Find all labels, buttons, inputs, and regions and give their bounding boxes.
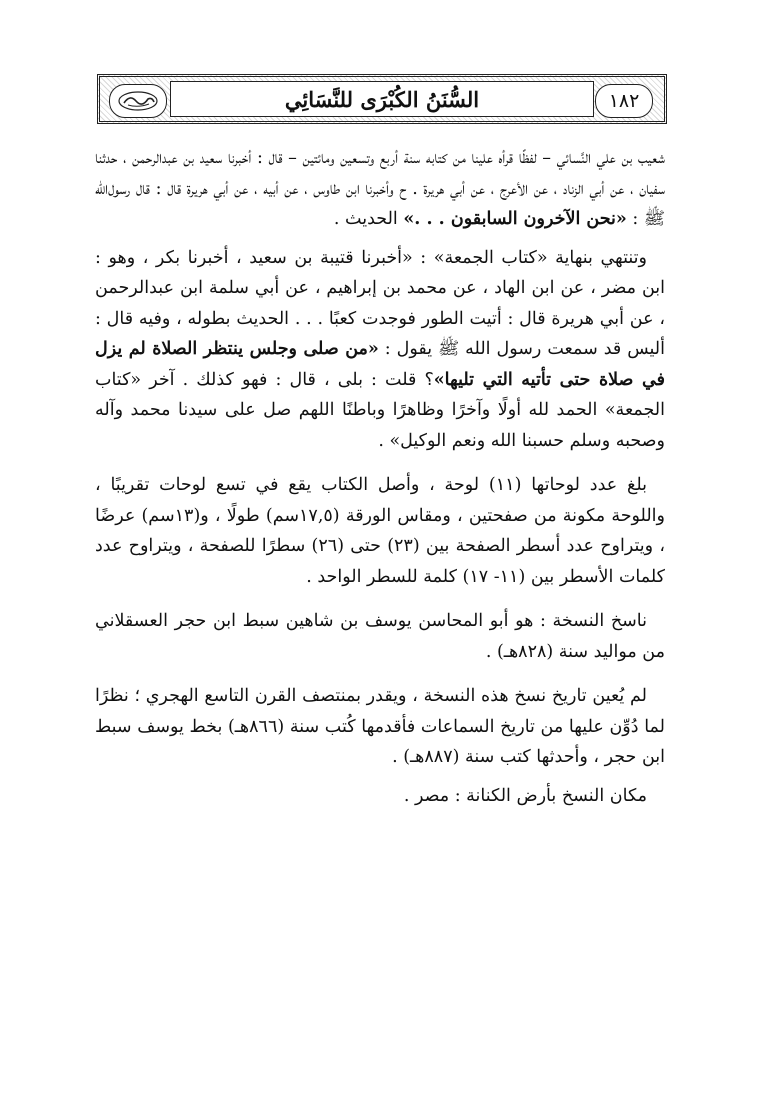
- paragraph-copy-place: مكان النسخ بأرض الكنانة : مصر .: [403, 785, 647, 806]
- page-number: ١٨٢: [595, 84, 653, 118]
- paragraph-ending-text: وتنتهي بنهاية «كتاب الجمعة» : «أخبرنا قتيبة بن سعيد ، أخبرنا بكر ، وهو : ابن مضر ، عن ابن الهاد ، عن محمد بن إبراهيم ، عن أبي سلمة ابن عبدالرحمن ، عن أبي هريرة قال : أتيت الطور فوجدت كعبًا . . . الحديث بطوله ، وفيه قال : أليس قد سمعت رسول الله ﷺ يقول :: [95, 247, 665, 359]
- header-title-frame: [170, 81, 640, 117]
- paragraph-isnad-tail: الحديث .: [333, 209, 404, 229]
- paragraph-isnad-text: شعيب بن علي النَّسائي – لفظًا قرأه علينا من كتابه سنة أربع وتسعين ومائتين – قال : أخبرنا سعيد بن عبدالرحمن ، حدثنا سفيان ، عن أبي الزناد ، عن الأعرج ، عن أبي هريرة . ح وأخبرنا ابن طاوس ، عن أبيه ، عن أبي هريرة قال : قال رسول‌الله ﷺ :: [95, 148, 665, 229]
- book-title: السُّنَنُ الكُبْرَى للنَّسَائِي: [284, 86, 480, 112]
- paragraph-isnad: [95, 143, 665, 235]
- paragraph-copyist: ناسخ النسخة : هو أبو المحاسن يوسف بن شاهين سبط ابن حجر العسقلاني من مواليد سنة (٨٢٨هـ) .: [95, 611, 665, 662]
- running-header: [97, 74, 667, 124]
- paragraph-leaf-count: بلغ عدد لوحاتها (١١) لوحة ، وأصل الكتاب يقع في تسع لوحات تقريبًا ، واللوحة مكونة من صفحتين ، ومقاس الورقة (١٧,٥سم) طولًا ، و(١٣سم) عرضًا ، ويتراوح عدد أسطر الصفحة بين (٢٣) حتى (٢٦) سطرًا للصفحة ، ويتراوح عدد كلمات الأسطر بين (١١- ١٧) كلمة للسطر الواحد .: [95, 475, 665, 587]
- paragraph-copy-date: لم يُعين تاريخ نسخ هذه النسخة ، ويقدر بمنتصف القرن التاسع الهجري ؛ نظرًا لما دُوِّن عليها من تاريخ السماعات فأقدمها كُتب سنة (٨٦٦هـ) بخط يوسف سبط ابن حجر ، وأحدثها كتب سنة (٨٨٧هـ) .: [95, 686, 665, 767]
- paragraph-ending-tail: ؟ قلت : بلى ، قال : فهو كذلك . آخر «كتاب الجمعة» الحمد لله أولًا وآخرًا وظاهرًا وباطنًا اللهم صل على سيدنا محمد وآله وصحبه وسلم حسبنا الله ونعم الوكيل» .: [95, 369, 665, 451]
- hadith-quote: «نحن الآخرون السابقون . . .»: [403, 209, 627, 229]
- emblem-calligraphy-icon: [116, 89, 160, 113]
- paragraph-ending: [95, 243, 665, 457]
- book-emblem-icon: [109, 84, 167, 118]
- hadith-quote: «من صلى وجلس ينتظر الصلاة لم يزل في صلاة حتى تأتيه التي تليها»: [95, 339, 665, 390]
- page-body: [95, 143, 665, 819]
